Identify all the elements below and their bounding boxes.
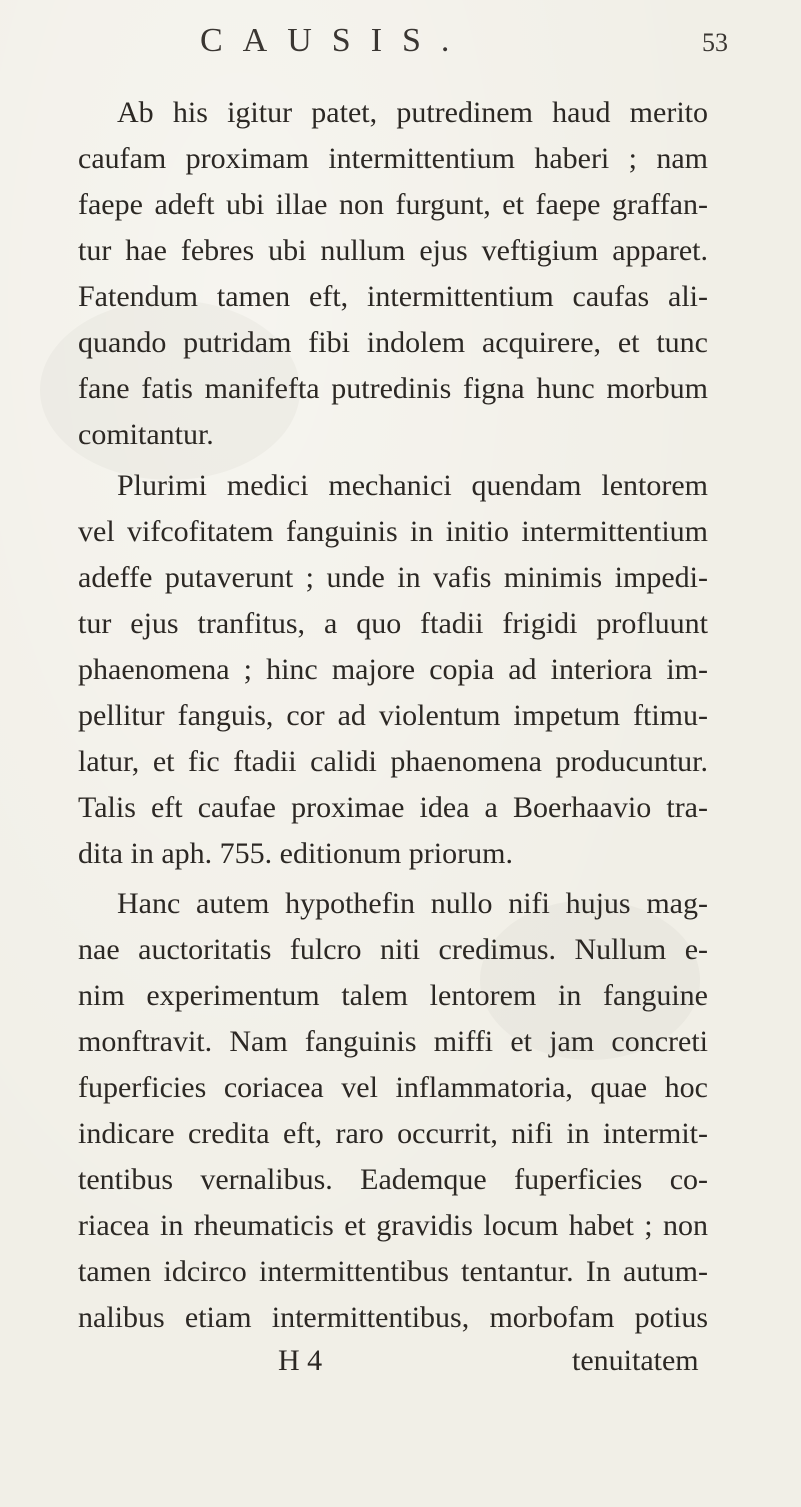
text-line: monftravit. Nam fanguinis miffi et jam concreti xyxy=(78,1025,708,1058)
text-line: tamen idcirco intermittentibus tentantur. In autum- xyxy=(78,1255,708,1288)
text-line: Talis eft caufae proximae idea a Boerhaavio tra- xyxy=(78,791,708,824)
text-line: nalibus etiam intermittentibus, morbofam potius xyxy=(78,1301,708,1334)
text-line: tur ejus tranfitus, a quo ftadii frigidi profluunt xyxy=(78,607,708,640)
text-line: Hanc autem hypothefin nullo nifi hujus mag- xyxy=(117,887,708,920)
text-line: tentibus vernalibus. Eademque fuperficies co- xyxy=(78,1163,708,1196)
text-line: nim experimentum talem lentorem in fanguine xyxy=(78,979,708,1012)
text-line: quando putridam fibi indolem acquirere, et tunc xyxy=(78,326,708,359)
text-line: phaenomena ; hinc majore copia ad interiora im- xyxy=(78,653,708,686)
text-line: Plurimi medici mechanici quendam lentorem xyxy=(117,469,708,502)
text-line: vel vifcofitatem fanguinis in initio intermittentium xyxy=(78,515,708,548)
running-head xyxy=(0,18,801,68)
text-line: latur, et fic ftadii calidi phaenomena producuntur. xyxy=(78,745,708,778)
signature-mark: H 4 xyxy=(278,1344,323,1377)
running-title: CAUSIS. xyxy=(200,22,470,59)
text-line: comitantur. xyxy=(78,418,214,451)
catchword: tenuitatem xyxy=(572,1344,699,1377)
text-line: fuperficies coriacea vel inflammatoria, quae hoc xyxy=(78,1071,708,1104)
page-footer xyxy=(0,1344,801,1384)
text-line: caufam proximam intermittentium haberi ; nam xyxy=(78,142,708,175)
text-line: faepe adeft ubi illae non furgunt, et faepe graffan- xyxy=(78,188,708,221)
page-number: 53 xyxy=(702,28,728,57)
text-line: nae auctoritatis fulcro niti credimus. Nullum e- xyxy=(78,933,708,966)
text-line: indicare credita eft, raro occurrit, nifi in intermit- xyxy=(78,1117,708,1150)
text-line: dita in aph. 755. editionum priorum. xyxy=(78,837,513,870)
text-line: tur hae febres ubi nullum ejus veftigium apparet. xyxy=(78,234,708,267)
text-line: Fatendum tamen eft, intermittentium caufas ali- xyxy=(78,280,708,313)
text-line: riacea in rheumaticis et gravidis locum habet ; non xyxy=(78,1209,708,1242)
text-line: Ab his igitur patet, putredinem haud merito xyxy=(117,96,708,129)
text-line: adeffe putaverunt ; unde in vafis minimis impedi- xyxy=(78,561,708,594)
text-line: fane fatis manifefta putredinis figna hunc morbum xyxy=(78,372,708,405)
text-line: pellitur fanguis, cor ad violentum impetum ftimu- xyxy=(78,699,708,732)
